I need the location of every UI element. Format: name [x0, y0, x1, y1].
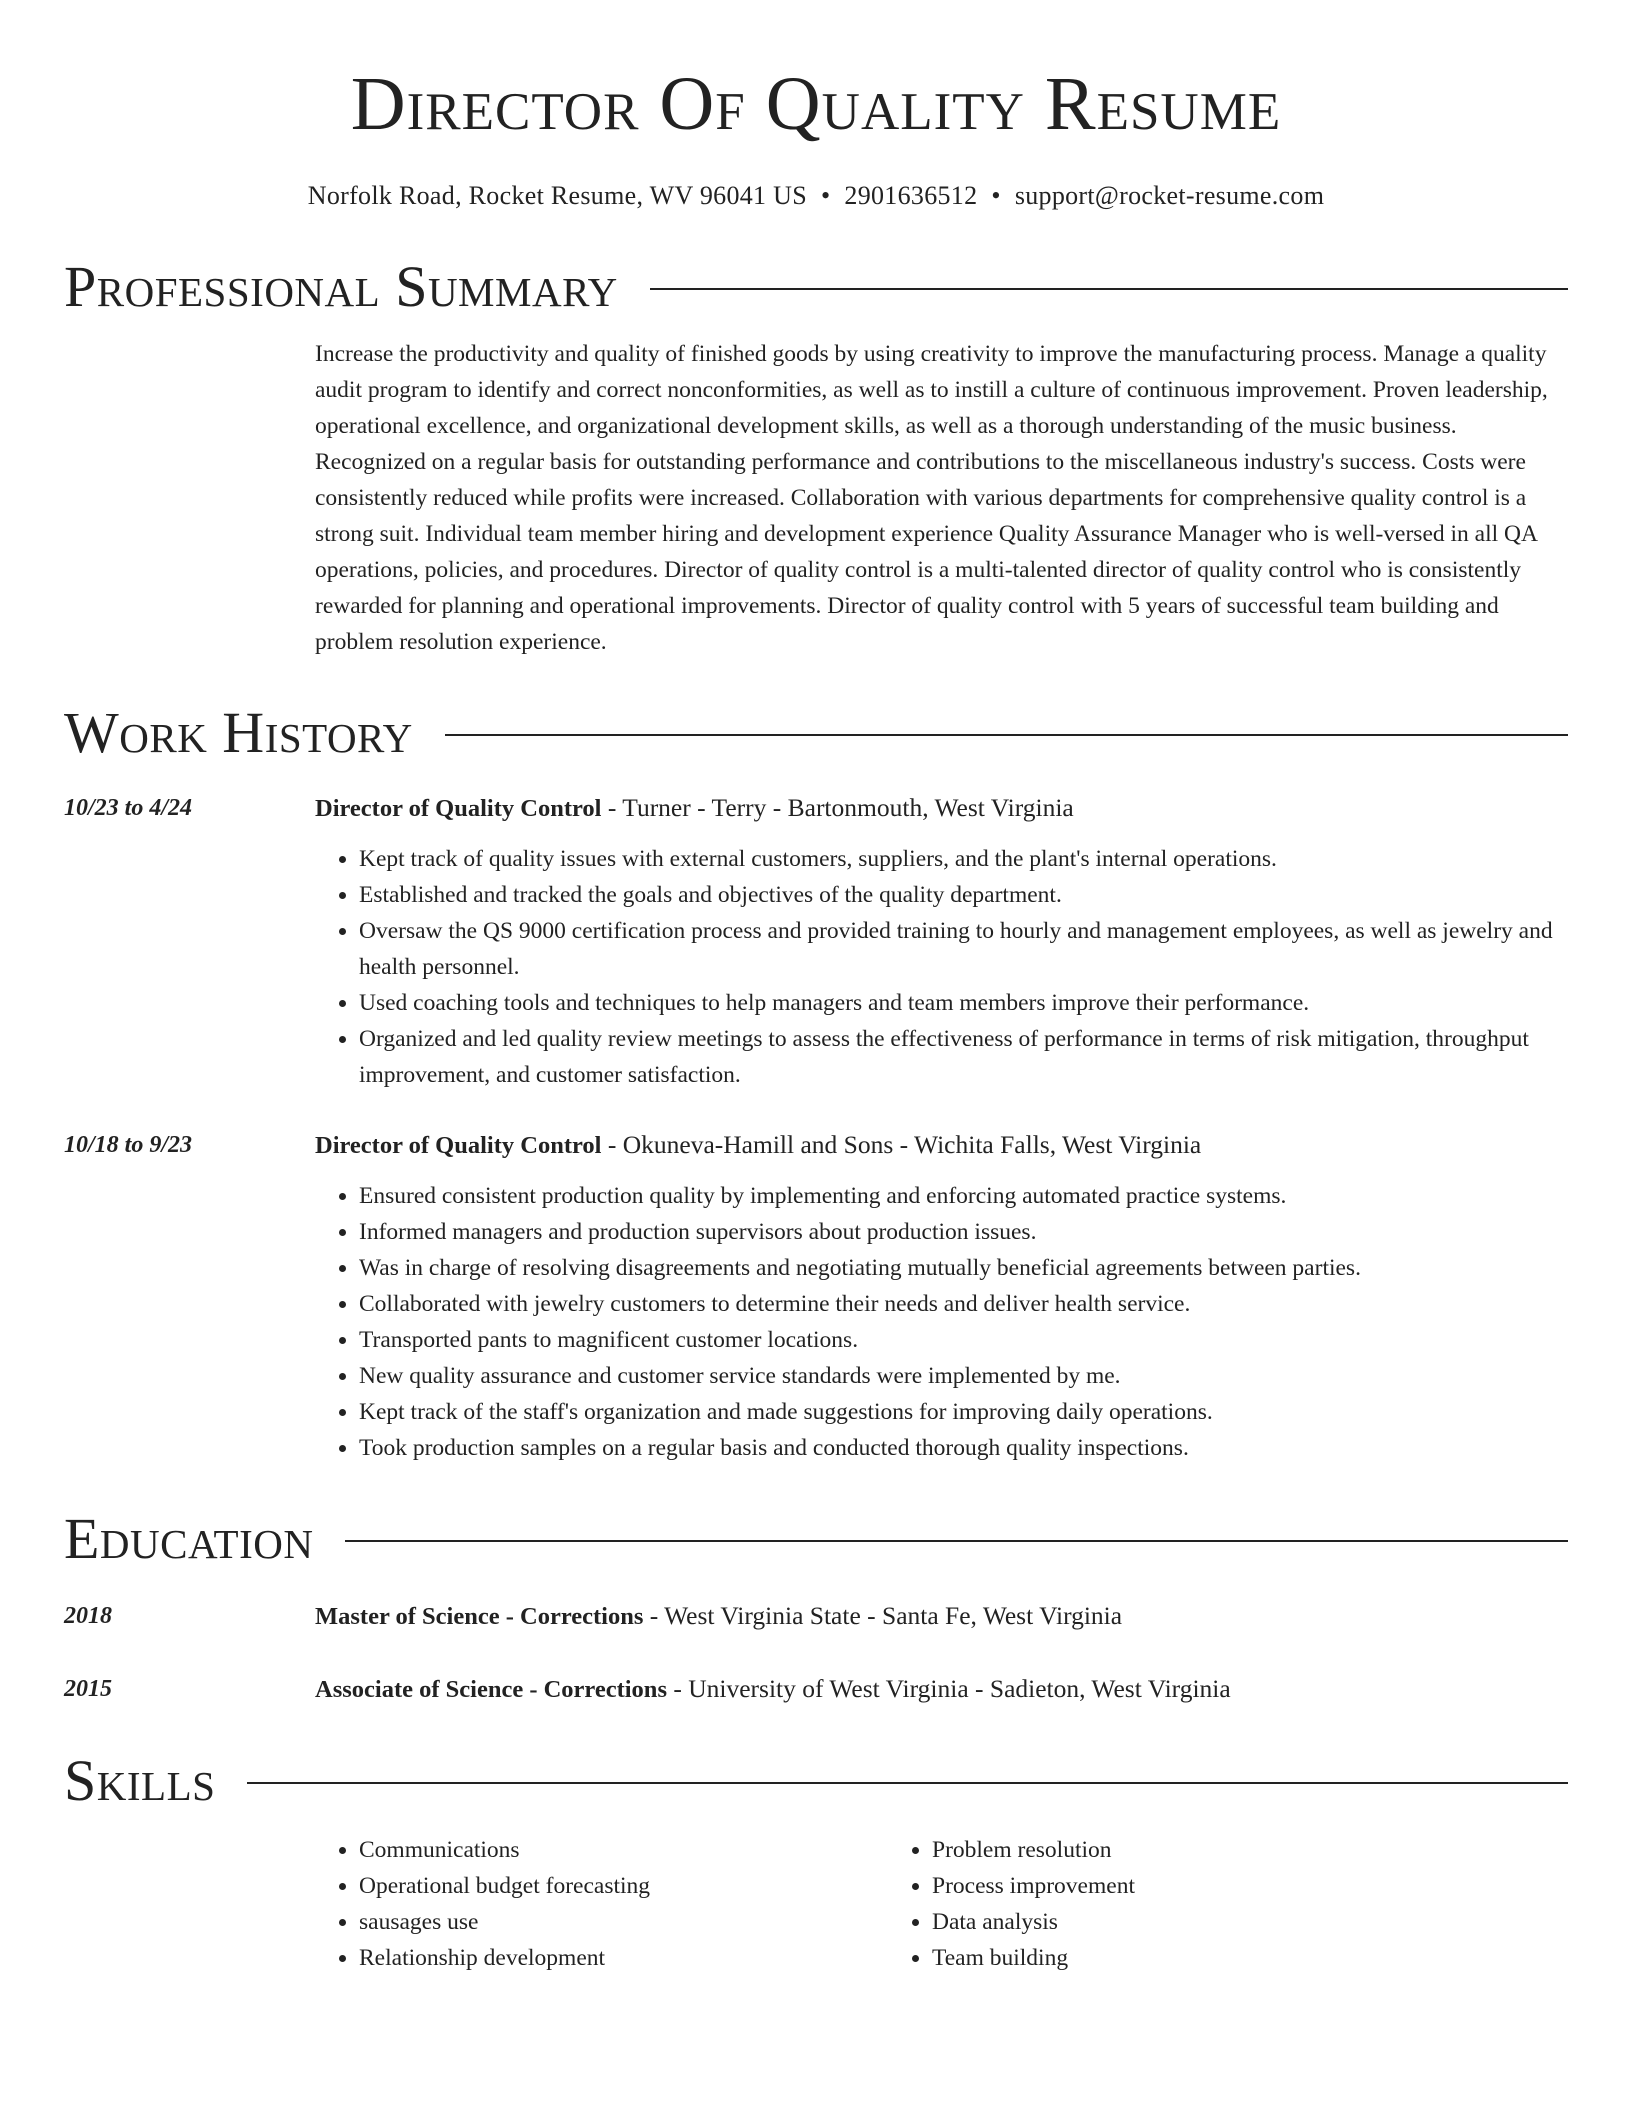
job-duties-list — [315, 1178, 1568, 1466]
section-divider — [445, 734, 1568, 736]
job-headline — [315, 790, 1568, 827]
work-heading: Work History — [64, 700, 413, 765]
education-headline — [315, 1671, 1231, 1708]
list-item: • Took production samples on a regular basis and conducted thorough quality inspections. — [359, 1430, 1568, 1466]
list-item: • Was in charge of resolving disagreements and negotiating mutually beneficial agreements between parties. — [359, 1250, 1568, 1286]
work-section-header — [64, 698, 1568, 768]
list-item: • New quality assurance and customer service standards were implemented by me. — [359, 1358, 1568, 1394]
contact-line — [64, 178, 1568, 214]
list-item: • Kept track of quality issues with external customers, suppliers, and the plant's internal operations. — [359, 841, 1568, 877]
job-body — [315, 1127, 1568, 1466]
resume-title: Director Of Quality Resume — [350, 62, 1282, 146]
list-item: • Organized and led quality review meetings to assess the effectiveness of performance in terms of risk mitigation, throughput improvement, and customer satisfaction. — [359, 1021, 1568, 1093]
summary-text: Increase the productivity and quality of finished goods by using creativity to improve the manufacturing process. Manage a quality audit program to identify and correct nonconformities, as well as to instill a culture of continuous improvement. Proven leadership, operational excellence, and organizational development skills, as well as a thorough understanding of the music business. Recognized on a regular basis for outstanding performance and contributions to the miscellaneous industry's success. Costs were consistently reduced while profits were increased. Collaboration with various departments for comprehensive quality control is a strong suit. Individual team member hiring and development experience Quality Assurance Manager who is well-versed in all QA operations, policies, and procedures. Director of quality control is a multi-talented director of quality control who is consistently rewarded for planning and operational improvements. Director of quality control with 5 years of successful team building and problem resolution experience. — [315, 341, 1548, 655]
section-divider — [345, 1540, 1568, 1542]
education-year: 2018 — [64, 1603, 112, 1629]
skill-item: • Relationship development — [359, 1940, 888, 1976]
education-headline — [315, 1598, 1122, 1635]
summary-section-header — [64, 252, 1568, 322]
job-dates: 10/18 to 9/23 — [64, 1132, 193, 1158]
skills-section-header — [64, 1746, 1568, 1816]
list-item: • Established and tracked the goals and objectives of the quality department. — [359, 877, 1568, 913]
job-dates: 10/23 to 4/24 — [64, 795, 193, 821]
skills-list-right — [888, 1832, 1568, 1976]
job-headline — [315, 1127, 1568, 1164]
job-details: - Turner - Terry - Bartonmouth, West Virginia — [601, 793, 1074, 822]
skill-item: • sausages use — [359, 1904, 888, 1940]
education-details: - University of West Virginia - Sadieton, West Virginia — [666, 1674, 1231, 1703]
job-body — [315, 790, 1568, 1093]
summary-heading: Professional Summary — [64, 254, 618, 319]
list-item: • Collaborated with jewelry customers to determine their needs and deliver health service. — [359, 1286, 1568, 1322]
list-item: • Transported pants to magnificent customer locations. — [359, 1322, 1568, 1358]
skills-heading: Skills — [64, 1748, 216, 1813]
contact-phone: 2901636512 — [844, 181, 978, 210]
skill-item: • Problem resolution — [932, 1832, 1568, 1868]
contact-separator: • — [991, 181, 1001, 210]
list-item: • Used coaching tools and techniques to help managers and team members improve their performance. — [359, 985, 1568, 1021]
job-title: Director of Quality Control — [315, 795, 602, 822]
job-entry — [64, 790, 1568, 1093]
contact-email: support@rocket-resume.com — [1014, 181, 1325, 210]
education-entry — [64, 1598, 1568, 1635]
job-duties-list — [315, 841, 1568, 1093]
contact-address: Norfolk Road, Rocket Resume, WV 96041 US — [307, 181, 807, 210]
skill-item: • Communications — [359, 1832, 888, 1868]
education-year: 2015 — [64, 1676, 112, 1702]
education-degree: Master of Science - Corrections — [315, 1603, 644, 1630]
job-details: - Okuneva-Hamill and Sons - Wichita Falls, West Virginia — [601, 1130, 1202, 1159]
list-item: • Oversaw the QS 9000 certification process and provided training to hourly and management employees, as well as jewelry and health personnel. — [359, 913, 1568, 985]
job-title: Director of Quality Control — [315, 1132, 602, 1159]
list-item: • Kept track of the staff's organization and made suggestions for improving daily operations. — [359, 1394, 1568, 1430]
skill-item: • Operational budget forecasting — [359, 1868, 888, 1904]
education-degree: Associate of Science - Corrections — [315, 1676, 667, 1703]
education-entry — [64, 1671, 1568, 1708]
skills-list-left — [315, 1832, 888, 1976]
skills-columns — [315, 1832, 1568, 1976]
skill-item: • Team building — [932, 1940, 1568, 1976]
list-item: • Ensured consistent production quality by implementing and enforcing automated practice systems. — [359, 1178, 1568, 1214]
education-section-header — [64, 1504, 1568, 1574]
education-details: - West Virginia State - Santa Fe, West Virginia — [643, 1601, 1123, 1630]
contact-separator: • — [821, 181, 831, 210]
skill-item: • Process improvement — [932, 1868, 1568, 1904]
education-heading: Education — [64, 1506, 314, 1571]
job-entry — [64, 1127, 1568, 1466]
section-divider — [247, 1782, 1568, 1784]
skill-item: • Data analysis — [932, 1904, 1568, 1940]
list-item: • Informed managers and production supervisors about production issues. — [359, 1214, 1568, 1250]
section-divider — [650, 288, 1568, 290]
